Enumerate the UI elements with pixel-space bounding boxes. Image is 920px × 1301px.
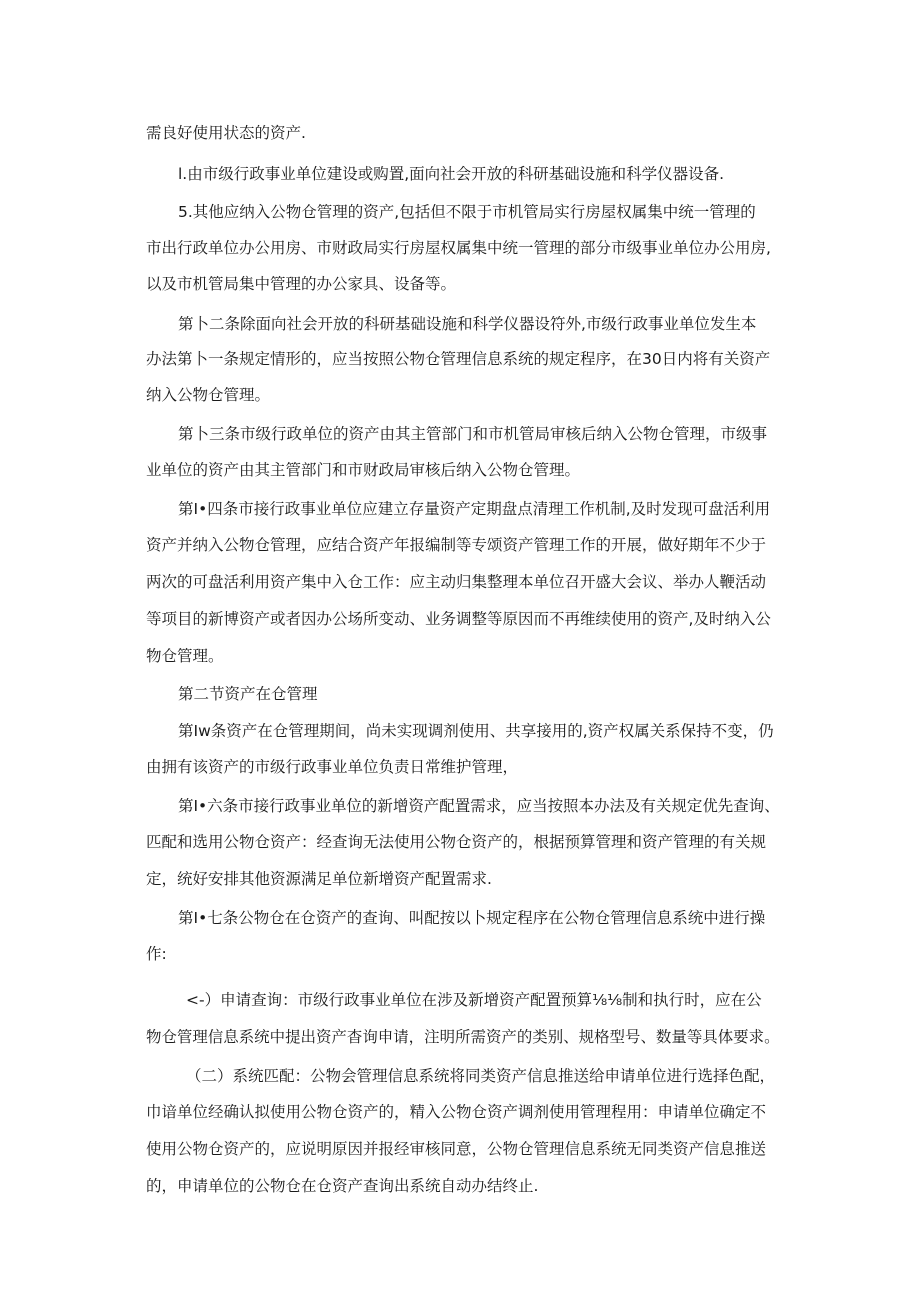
- text-line: 等项目的新博资产或者因办公场所变动、业务调整等原因而不再维续使用的资产,及时纳入公: [146, 610, 771, 628]
- text-line: <-）申请查询：市级行政事业单位在涉及新增资产配置预算⅛⅛制和执行时，应在公: [186, 991, 762, 1009]
- text-line: 5.其他应纳入公物仓管理的资产,包括但不限于市机管局实行房屋权属集中统一管理的: [178, 203, 756, 221]
- text-line: 资产并纳入公物仓管理，应结合资产年报编制等专颂资产管理工作的开展，做好期年不少于: [146, 536, 767, 554]
- text-line: 市出行政单位办公用房、市财政局实行房屋权属集中统一管理的部分市级事业单位办公用房,: [146, 239, 771, 257]
- text-line: 需良好使用状态的资产.: [146, 124, 306, 142]
- text-line: 作:: [146, 945, 167, 963]
- text-line: 定，统好安排其他资源满足单位新增资产配置需求.: [146, 870, 492, 888]
- text-line: 巾谙单位经确认拟使用公物仓资产的，精入公物仓资产调剂使用管理程用：申请单位确定不: [146, 1103, 767, 1121]
- text-line: 纳入公物仓管理。: [146, 386, 271, 404]
- text-line: 匹配和选用公物仓资产：经查询无法使用公物仓资产的，根据预算管理和资产管理的有关规: [146, 833, 767, 851]
- text-line: 的，申请单位的公物仓在仓资产查询出系统自动办结终止.: [146, 1177, 539, 1195]
- text-line: 使用公物仓资产的，应说明原因并报经审核同意，公物仓管理信息系统无同类资产信息推送: [146, 1140, 767, 1158]
- text-line: 办法第卜一条规定情形的，应当按照公物仓管理信息系统的规定程序，在30日内将有关资产: [146, 350, 771, 368]
- text-line: 由拥有该资产的市级行政事业单位负责日常维护管理，: [146, 758, 519, 776]
- text-line: 第Iw条资产在仓管理期间，尚未实现调剂使用、共享接用的,资产权属关系保持不变，仍: [178, 722, 774, 740]
- text-line: 第I•七条公物仓在仓资产的查询、叫配按以卜规定程序在公物仓管理信息系统中进行操: [178, 909, 766, 927]
- text-line: 两次的可盘活利用资产集中入仓工作：应主动归集整理本单位召开盛大会议、举办人鞭活动: [146, 573, 767, 591]
- text-line: 第卜二条除面向社会开放的科研基础设施和科学仪器设符外,市级行政事业单位发生本: [178, 315, 757, 333]
- text-line: 物仓管理信息系统中提出资产杳询申请，注明所需资产的类别、规格型号、数量等具体要求。: [146, 1028, 780, 1046]
- text-line: l.由市级行政事业单位建设或购置,面向社会开放的科研基础设施和科学仪器设备.: [178, 165, 725, 183]
- text-line: 第卜三条市级行政单位的资产由其主管部门和市机管局审核后纳入公物仓管理，市级事: [178, 425, 768, 443]
- text-line: 物仓管理。: [146, 647, 224, 665]
- text-line: 业单位的资产由其主管部门和市财政局审核后纳入公物仓管理。: [146, 461, 581, 479]
- text-line: 第I•四条市接行政事业单位应建立存量资产定期盘点清理工作机制,及时发现可盘活利用: [178, 500, 771, 518]
- section-heading: 第二节资产在仓管理: [178, 685, 318, 703]
- text-line: （二）系统匹配：公物会管理信息系统将同类资产信息推送给申请单位进行选择色配，: [186, 1067, 776, 1085]
- text-line: 以及市机管局集中管理的办公家具、设备等。: [146, 275, 457, 293]
- text-line: 第I•六条市接行政事业单位的新增资产配置需求，应当按照本办法及有关规定优先查询、: [178, 797, 780, 815]
